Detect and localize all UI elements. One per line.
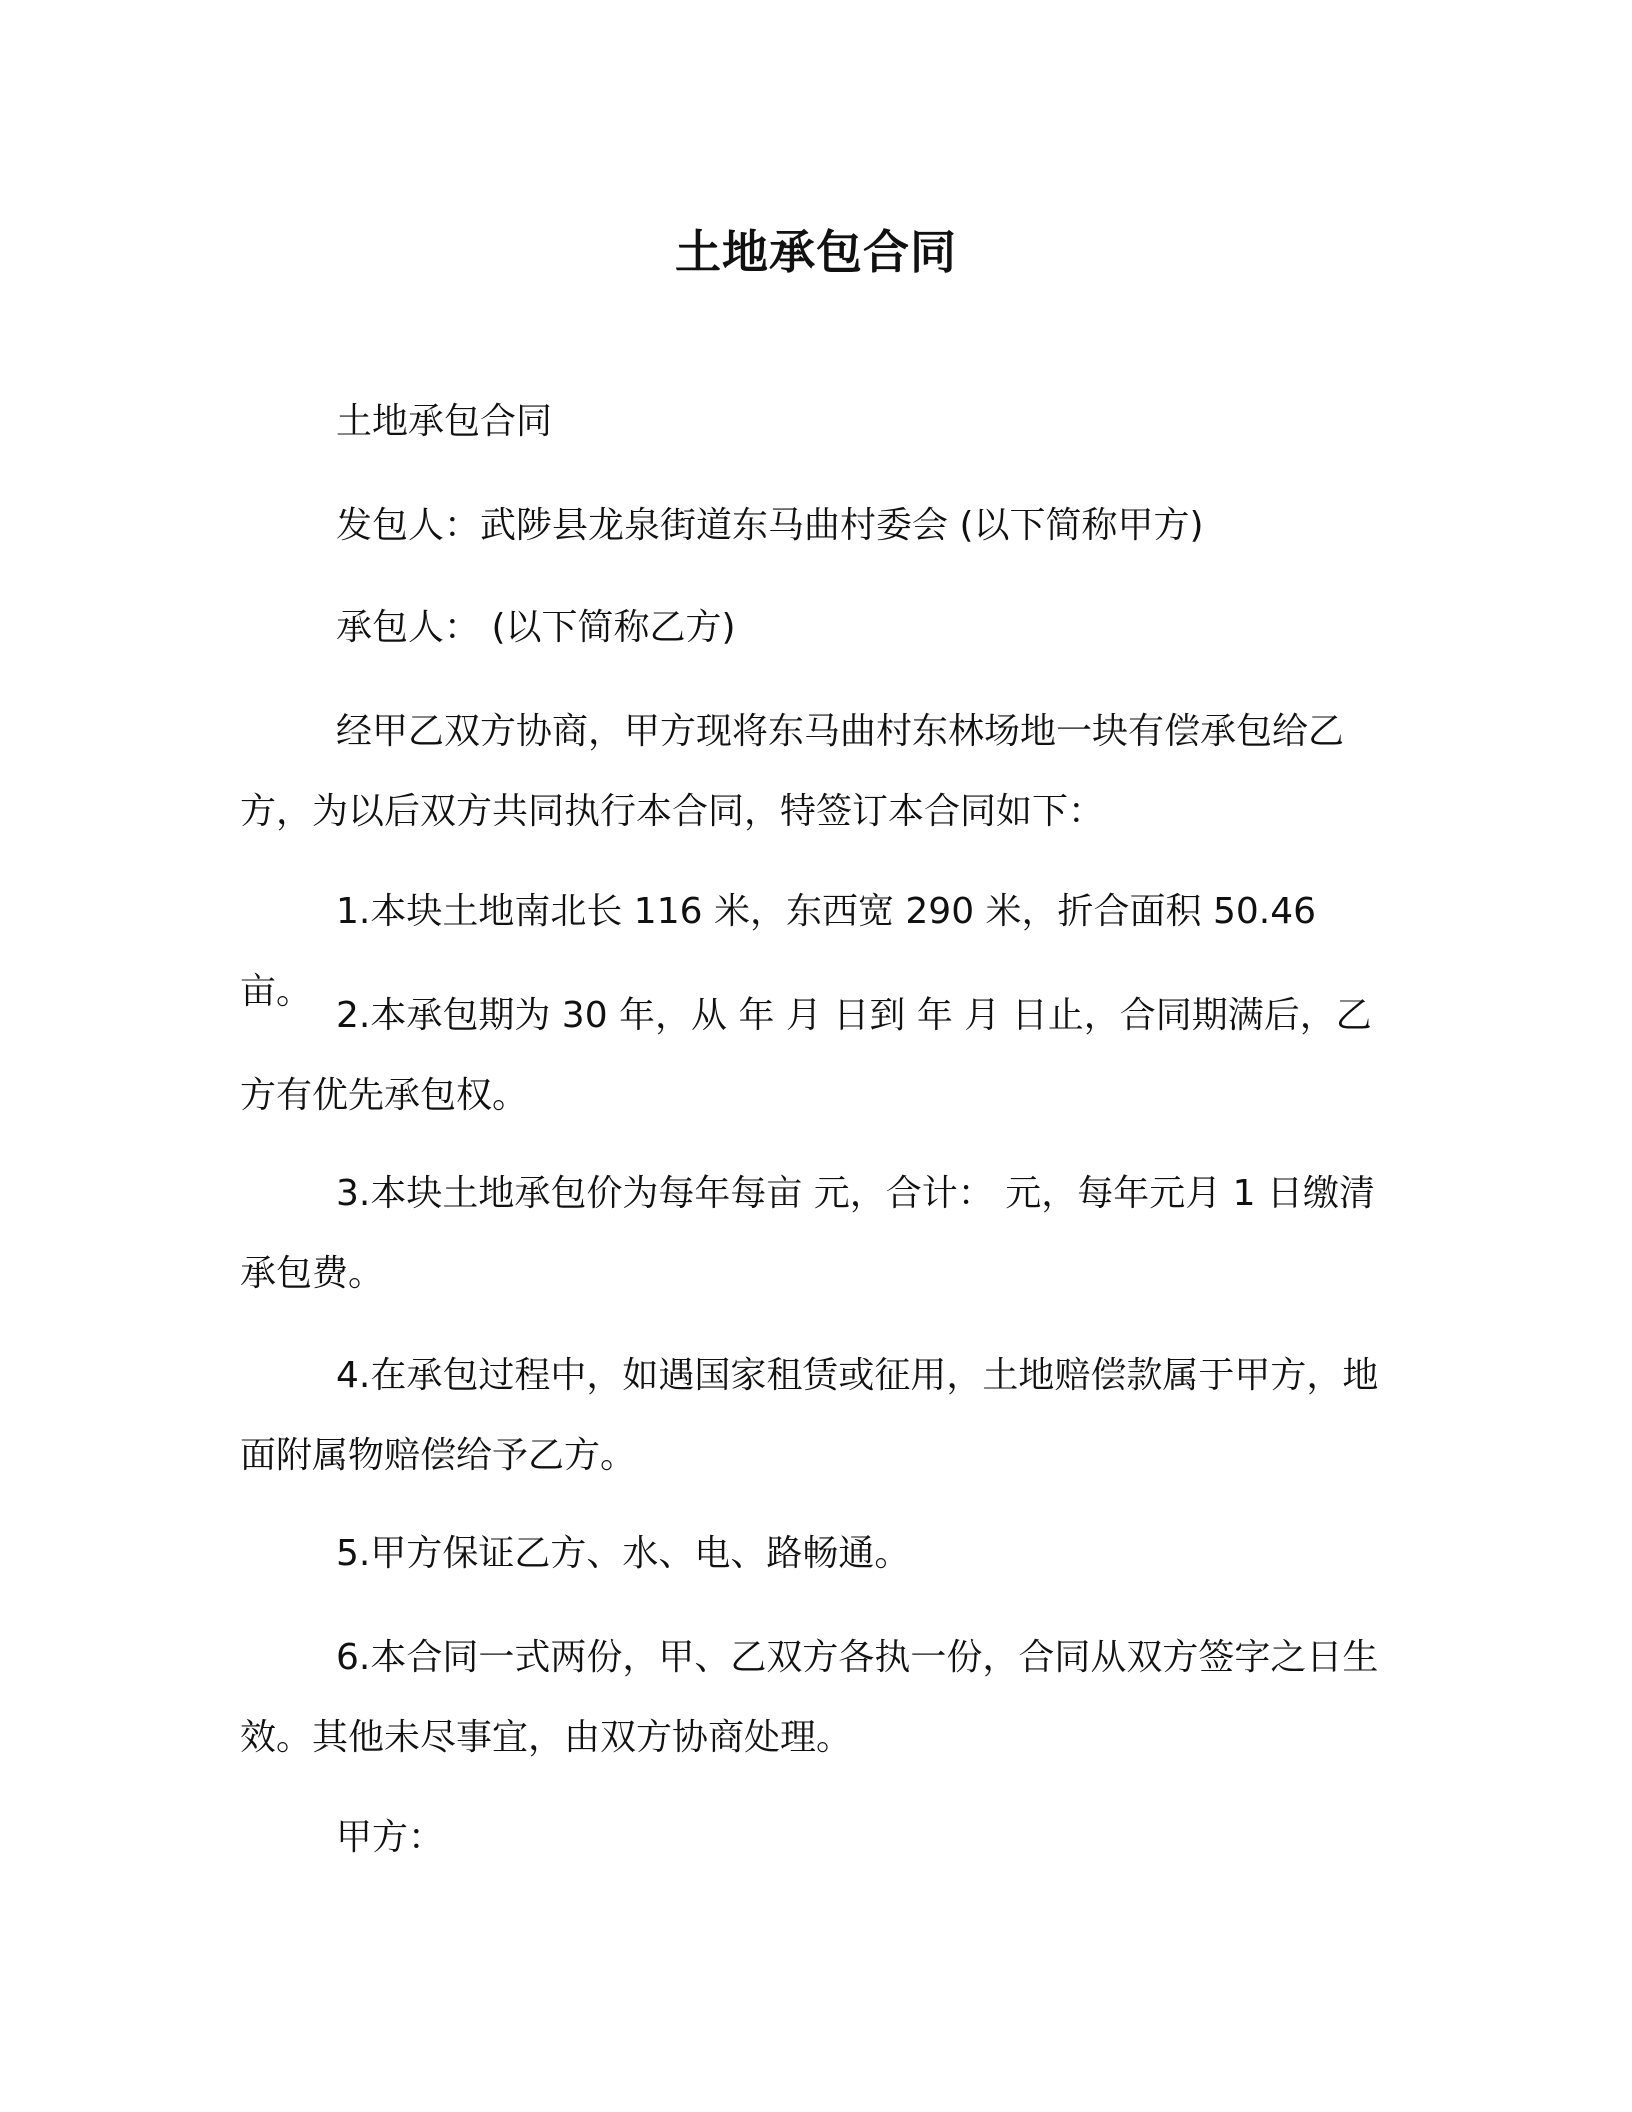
document-title: 土地承包合同 <box>675 225 957 279</box>
paragraph-clause-3: 3.本块土地承包价为每年每亩 元，合计： 元，每年元月 1 日缴清承包费。 <box>240 1173 1376 1294</box>
paragraph-subtitle: 土地承包合同 <box>336 401 553 442</box>
paragraph-contractor: 发包人：武陟县龙泉街道东马曲村委会 (以下简称甲方) <box>336 505 1204 546</box>
paragraph-clause-1: 1.本块土地南北长 116 米，东西宽 290 米，折合面积 50.46 亩。 <box>240 891 1317 1012</box>
paragraph-clause-5: 5.甲方保证乙方、水、电、路畅通。 <box>336 1533 911 1574</box>
paragraph-party-a-signature: 甲方： <box>336 1817 445 1858</box>
paragraph-clause-6: 6.本合同一式两份，甲、乙双方各执一份，合同从双方签字之日生效。其他未尽事宜，由双方协商处理。 <box>240 1637 1379 1758</box>
paragraph-clause-4: 4.在承包过程中，如遇国家租赁或征用，土地赔偿款属于甲方，地面附属物赔偿给予乙方。 <box>240 1355 1379 1476</box>
paragraph-preamble: 经甲乙双方协商，甲方现将东马曲村东林场地一块有偿承包给乙方，为以后双方共同执行本合同，特签订本合同如下： <box>240 711 1345 832</box>
paragraph-contractee: 承包人： (以下简称乙方) <box>336 607 736 648</box>
paragraph-clause-2: 2.本承包期为 30 年，从 年 月 日到 年 月 日止，合同期满后，乙方有优先承包权。 <box>240 995 1372 1116</box>
